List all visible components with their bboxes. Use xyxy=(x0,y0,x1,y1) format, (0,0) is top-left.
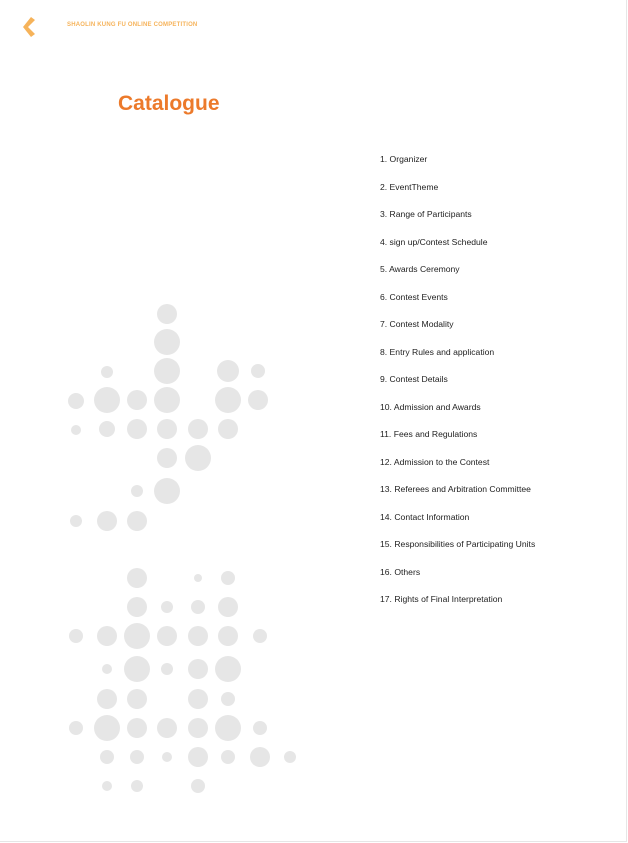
toc-item[interactable]: 16. Others xyxy=(380,566,421,577)
toc-item[interactable]: 10. Admission and Awards xyxy=(380,401,481,412)
header-title: SHAOLIN KUNG FU ONLINE COMPETITION xyxy=(67,22,198,28)
toc-item[interactable]: 13. Referees and Arbitration Committee xyxy=(380,484,531,494)
page-title: Catalogue xyxy=(118,92,220,115)
toc-item[interactable]: 5. Awards Ceremony xyxy=(380,264,460,274)
toc-item[interactable]: 8. Entry Rules and application xyxy=(380,346,495,357)
toc-item[interactable]: 11. Fees and Regulations xyxy=(380,429,478,439)
toc-item[interactable]: 12. Admission to the Contest xyxy=(380,456,490,467)
toc-item[interactable]: 6. Contest Events xyxy=(380,291,448,302)
toc-item[interactable]: 2. EventTheme xyxy=(380,181,439,192)
toc-item[interactable]: 15. Responsibilities of Participating Units xyxy=(380,539,536,549)
toc-item[interactable]: 1. Organizer xyxy=(380,154,428,164)
toc-item[interactable]: 14. Contact Information xyxy=(380,511,470,522)
toc-item[interactable]: 3. Range of Participants xyxy=(380,209,472,219)
table-of-contents xyxy=(380,152,610,620)
toc-item[interactable]: 4. sign up/Contest Schedule xyxy=(380,236,488,247)
toc-item[interactable]: 17. Rights of Final Interpretation xyxy=(380,594,503,604)
toc-item[interactable]: 7. Contest Modality xyxy=(380,319,454,329)
toc-item[interactable]: 9. Contest Details xyxy=(380,374,448,384)
